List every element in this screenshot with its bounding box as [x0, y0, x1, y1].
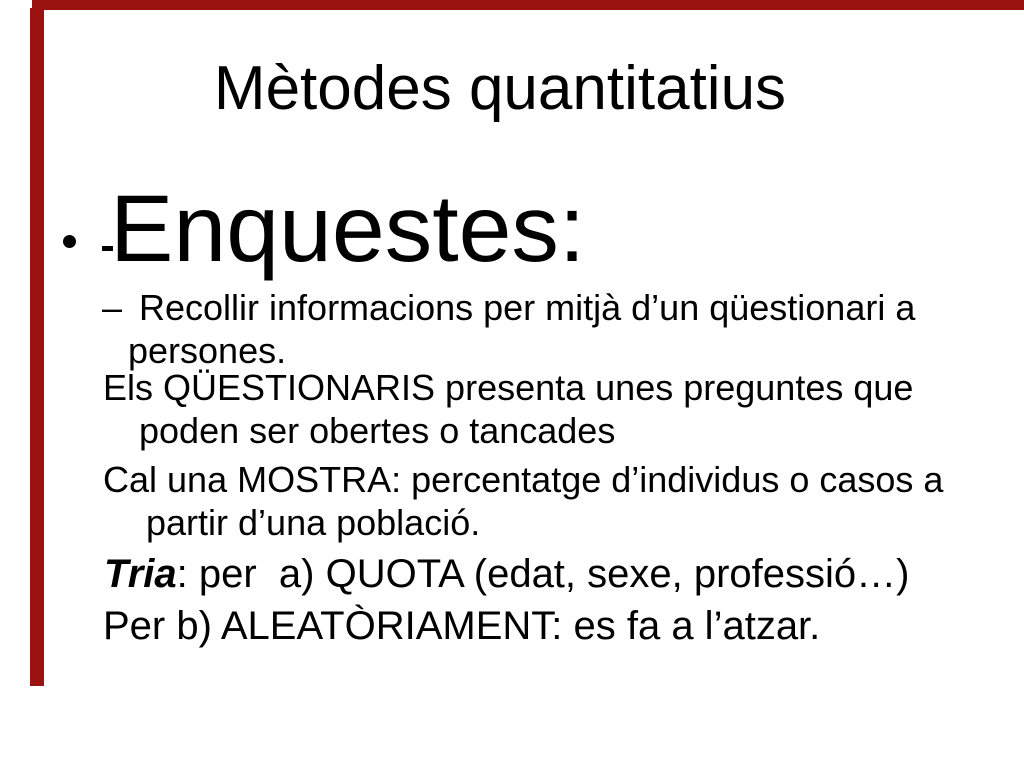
- paragraph-mostra-line2: partir d’una població.: [146, 502, 481, 543]
- heading-enquestes: Enquestes:: [110, 176, 586, 282]
- slide-title: Mètodes quantitatius: [213, 54, 787, 123]
- paragraph-mostra-line1: Cal una MOSTRA: percentatge d’individus o casos a: [103, 459, 944, 500]
- top-border-bar: [32, 0, 1024, 10]
- bullet-dot-icon: [63, 235, 76, 248]
- paragraph-questionaris-line2: poden ser obertes o tancades: [139, 410, 616, 451]
- paragraph-tria: [104, 554, 910, 594]
- tria-lead: Tria: [104, 552, 177, 596]
- paragraph-recollir-line2: persones.: [128, 330, 287, 371]
- paragraph-recollir-line1: Recollir informacions per mitjà d’un qüestionari a: [139, 287, 916, 328]
- sub-bullet-dash: –: [102, 287, 123, 328]
- tria-rest: : per a) QUOTA (edat, sexe, professió…): [176, 552, 910, 596]
- paragraph-questionaris-line1: Els QÜESTIONARIS presenta unes preguntes que: [103, 367, 914, 408]
- paragraph-aleatoriament: Per b) ALEATÒRIAMENT: es fa a l’atzar.: [103, 604, 821, 648]
